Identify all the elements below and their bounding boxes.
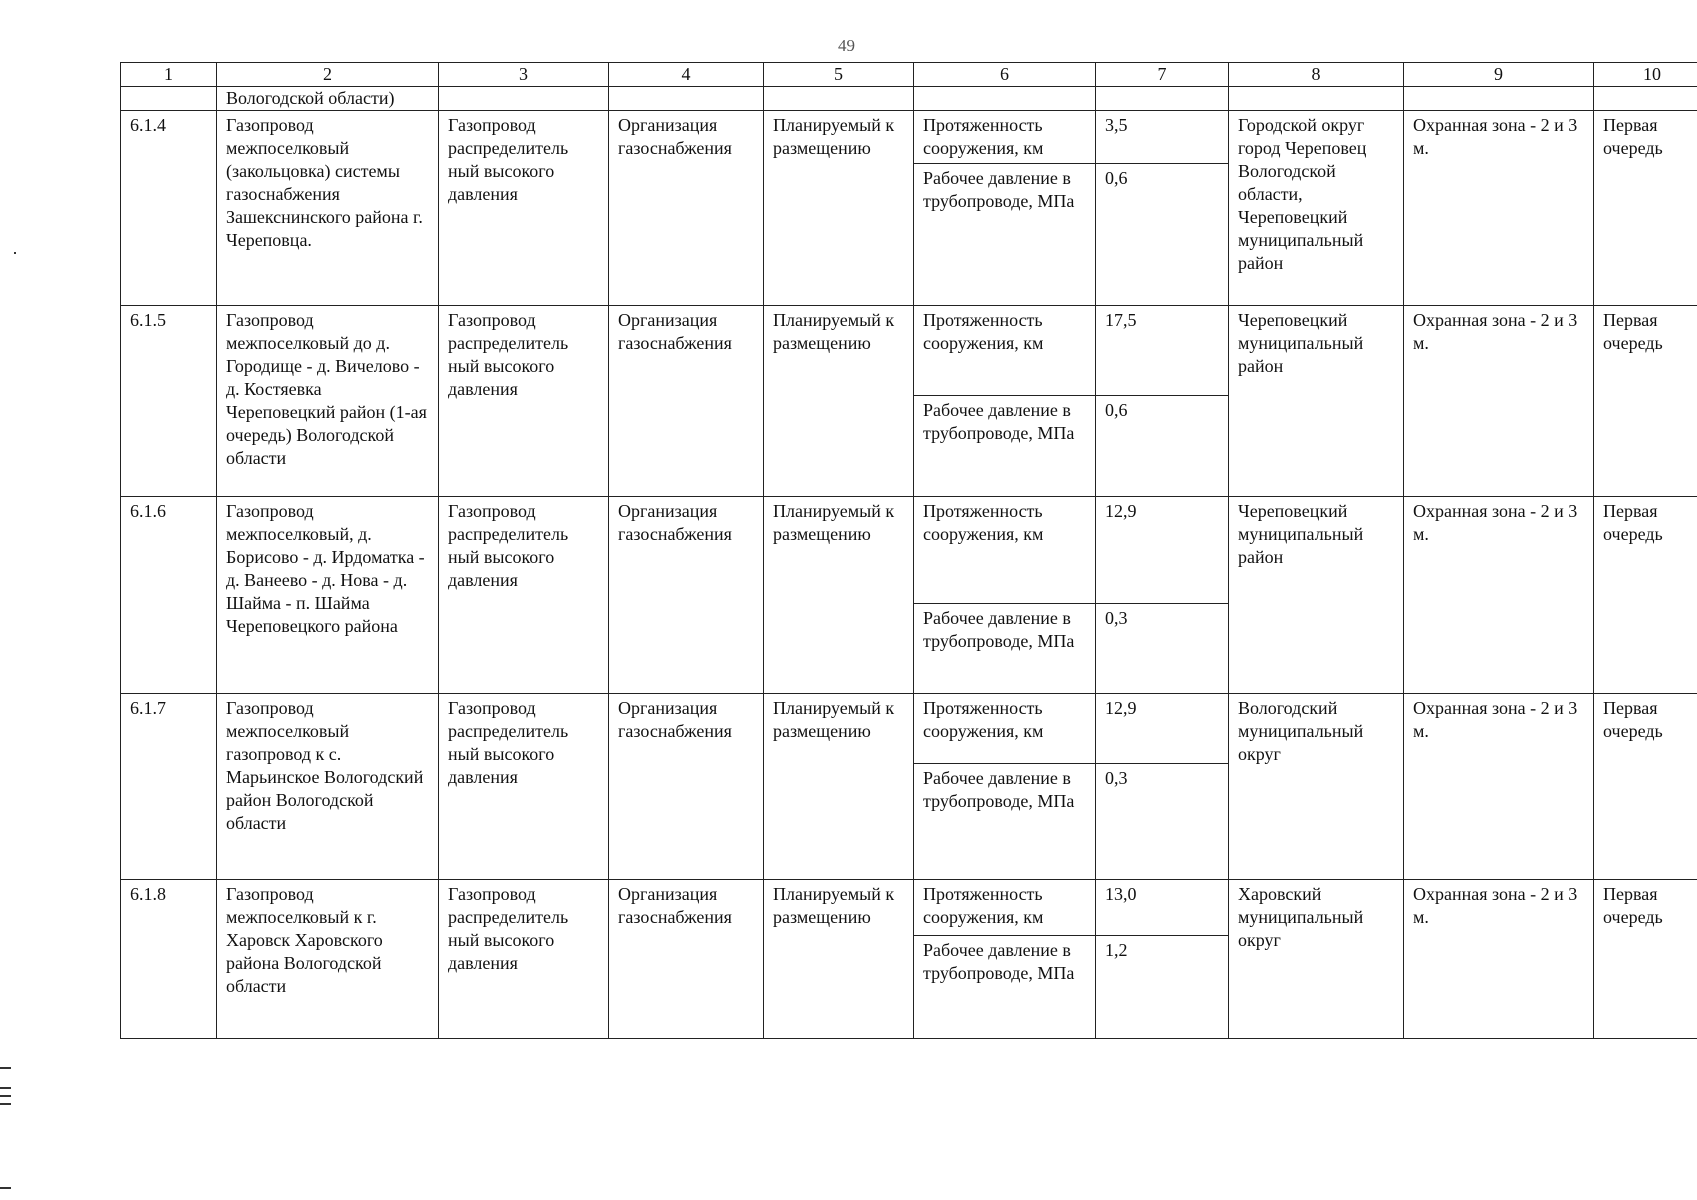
header-cell: 8 [1229,63,1404,87]
row-id: 6.1.7 [121,694,217,880]
row-status: Планируемый к размещению [764,694,914,880]
margin-tick [0,1103,11,1105]
param-length-label: Протяженность сооружения, км [914,111,1096,164]
row-name: Газопровод межпоселковый (закольцовка) системы газоснабжения Зашекснинского района г. Череповца. [217,111,439,306]
row-zone: Охранная зона - 2 и 3 м. [1404,880,1594,1039]
row-name: Газопровод межпоселковый, д. Борисово - д. Ирдоматка - д. Ванеево - д. Нова - д. Шайма - п. Шайма Череповецкого района [217,497,439,694]
row-stage: Первая очередь [1594,306,1697,497]
param-pressure-value: 0,6 [1096,396,1229,497]
row-id: 6.1.4 [121,111,217,306]
row-id: 6.1.8 [121,880,217,1039]
row-zone: Охранная зона - 2 и 3 м. [1404,111,1594,306]
param-length-label: Протяженность сооружения, км [914,306,1096,396]
table-row [121,497,1697,604]
margin-tick [0,1067,11,1069]
param-length-value: 12,9 [1096,694,1229,764]
header-cell: 9 [1404,63,1594,87]
row-status: Планируемый к размещению [764,111,914,306]
gas-pipeline-table [120,62,1697,1039]
row-type: Газопровод распределитель ный высокого давления [439,880,609,1039]
row-purpose: Организация газоснабжения [609,694,764,880]
row-purpose: Организация газоснабжения [609,306,764,497]
row-location: Городской округ город Череповец Вологодской области, Череповецкий муниципальный район [1229,111,1404,306]
continuation-text: Вологодской области) [217,87,439,111]
row-location: Череповецкий муниципальный район [1229,306,1404,497]
param-length-label: Протяженность сооружения, км [914,694,1096,764]
param-length-value: 3,5 [1096,111,1229,164]
continuation-row [121,87,1697,111]
header-cell: 6 [914,63,1096,87]
row-status: Планируемый к размещению [764,306,914,497]
header-cell: 5 [764,63,914,87]
param-pressure-value: 0,6 [1096,164,1229,306]
param-length-label: Протяженность сооружения, км [914,497,1096,604]
param-pressure-label: Рабочее давление в трубопроводе, МПа [914,604,1096,694]
row-name: Газопровод межпоселковый до д. Городище - д. Вичелово - д. Костяевка Череповецкий район (1-ая очередь) Вологодской области [217,306,439,497]
param-length-label: Протяженность сооружения, км [914,880,1096,936]
header-cell: 7 [1096,63,1229,87]
row-status: Планируемый к размещению [764,497,914,694]
param-pressure-value: 0,3 [1096,604,1229,694]
row-stage: Первая очередь [1594,880,1697,1039]
row-type: Газопровод распределитель ный высокого давления [439,306,609,497]
margin-tick [0,1087,11,1089]
table-row [121,111,1697,164]
row-location: Харовский муниципальный округ [1229,880,1404,1039]
table-row [121,694,1697,764]
header-cell: 1 [121,63,217,87]
param-length-value: 12,9 [1096,497,1229,604]
param-length-value: 17,5 [1096,306,1229,396]
row-stage: Первая очередь [1594,694,1697,880]
header-cell: 3 [439,63,609,87]
table-row [121,306,1697,396]
row-stage: Первая очередь [1594,111,1697,306]
param-pressure-value: 1,2 [1096,936,1229,1039]
param-length-value: 13,0 [1096,880,1229,936]
margin-tick [0,1187,11,1189]
table-row [121,880,1697,936]
row-type: Газопровод распределитель ный высокого давления [439,497,609,694]
row-name: Газопровод межпоселковый газопровод к с. Марьинское Вологодский район Вологодской области [217,694,439,880]
row-location: Череповецкий муниципальный район [1229,497,1404,694]
param-pressure-label: Рабочее давление в трубопроводе, МПа [914,396,1096,497]
row-zone: Охранная зона - 2 и 3 м. [1404,306,1594,497]
row-type: Газопровод распределитель ный высокого давления [439,694,609,880]
margin-dot [14,252,16,254]
row-id: 6.1.5 [121,306,217,497]
param-pressure-label: Рабочее давление в трубопроводе, МПа [914,936,1096,1039]
page-number: 49 [838,36,855,55]
row-type: Газопровод распределитель ный высокого давления [439,111,609,306]
row-id: 6.1.6 [121,497,217,694]
row-status: Планируемый к размещению [764,880,914,1039]
row-location: Вологодский муниципальный округ [1229,694,1404,880]
margin-tick [0,1095,11,1097]
row-stage: Первая очередь [1594,497,1697,694]
header-cell: 10 [1594,63,1697,87]
row-name: Газопровод межпоселковый к г. Харовск Харовского района Вологодской области [217,880,439,1039]
table-header-row [121,63,1697,87]
param-pressure-label: Рабочее давление в трубопроводе, МПа [914,764,1096,880]
param-pressure-value: 0,3 [1096,764,1229,880]
row-purpose: Организация газоснабжения [609,497,764,694]
row-purpose: Организация газоснабжения [609,111,764,306]
header-cell: 2 [217,63,439,87]
row-purpose: Организация газоснабжения [609,880,764,1039]
header-cell: 4 [609,63,764,87]
row-zone: Охранная зона - 2 и 3 м. [1404,694,1594,880]
row-zone: Охранная зона - 2 и 3 м. [1404,497,1594,694]
param-pressure-label: Рабочее давление в трубопроводе, МПа [914,164,1096,306]
